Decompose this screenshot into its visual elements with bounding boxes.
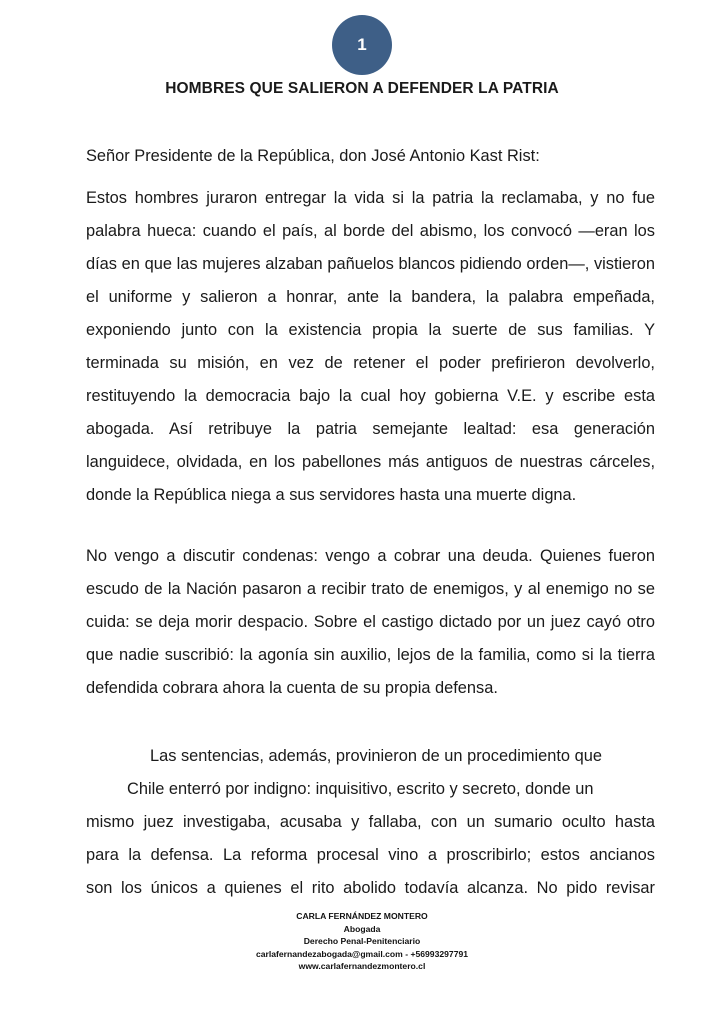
footer-website: www.carlafernandezmontero.cl [298, 961, 426, 971]
paragraph-3-line-2: Chile enterró por indigno: inquisitivo, escrito y secreto, donde un [127, 780, 594, 798]
paragraph-3-line-5: son los únicos a quienes el rito abolido todavía alcanza. No pido revisar [86, 879, 655, 897]
paragraph-3-line-4: para la defensa. La reforma procesal vino a proscribirlo; estos ancianos [86, 846, 655, 864]
paragraph-3-line-3: mismo juez investigaba, acusaba y fallaba, con un sumario oculto hasta [86, 813, 655, 831]
paragraph-1: Estos hombres juraron entregar la vida si la patria la reclamaba, y no fue palabra hueca: cuando el país, al borde del abismo, los convocó —eran los días en que las mujeres alzaban pañuelos blancos pidiendo orden—, vistieron el uniforme y salieron a honrar, ante la bandera, la palabra empeñada, exponiendo junto con la existencia propia la suerte de sus familias. Y terminada su misión, en vez de retener el poder prefirieron devolverlo, restituyendo la democracia bajo la cual hoy gobierna V.E. y escribe esta abogada. Así retribuye la patria semejante lealtad: esa generación languidece, olvidada, en los pabellones más antiguos de nuestras cárceles, donde la República niega a sus servidores hasta una muerte digna. [86, 189, 655, 504]
paragraph-2: No vengo a discutir condenas: vengo a cobrar una deuda. Quienes fueron escudo de la Nación pasaron a recibir trato de enemigos, y al enemigo no se cuida: se deja morir despacio. Sobre el castigo dictado por un juez cayó otro que nadie suscribió: la agonía sin auxilio, lejos de la familia, como si la tierra defendida cobrara ahora la cuenta de su propia defensa. [86, 547, 655, 697]
footer-name: CARLA FERNÁNDEZ MONTERO [296, 911, 428, 921]
footer [0, 910, 724, 973]
paragraph-3-line-1: Las sentencias, además, provinieron de un procedimiento que [150, 747, 602, 765]
footer-role: Abogada [343, 923, 381, 934]
salutation: Señor Presidente de la República, don José Antonio Kast Rist: [86, 147, 540, 165]
document-title: HOMBRES QUE SALIERON A DEFENDER LA PATRIA [165, 80, 559, 97]
page-number: 1 [357, 35, 367, 54]
page-number-badge [332, 15, 392, 75]
footer-contact: carlafernandezabogada@gmail.com - +56993297791 [255, 948, 469, 959]
footer-specialty: Derecho Penal-Penitenciario [303, 936, 421, 946]
